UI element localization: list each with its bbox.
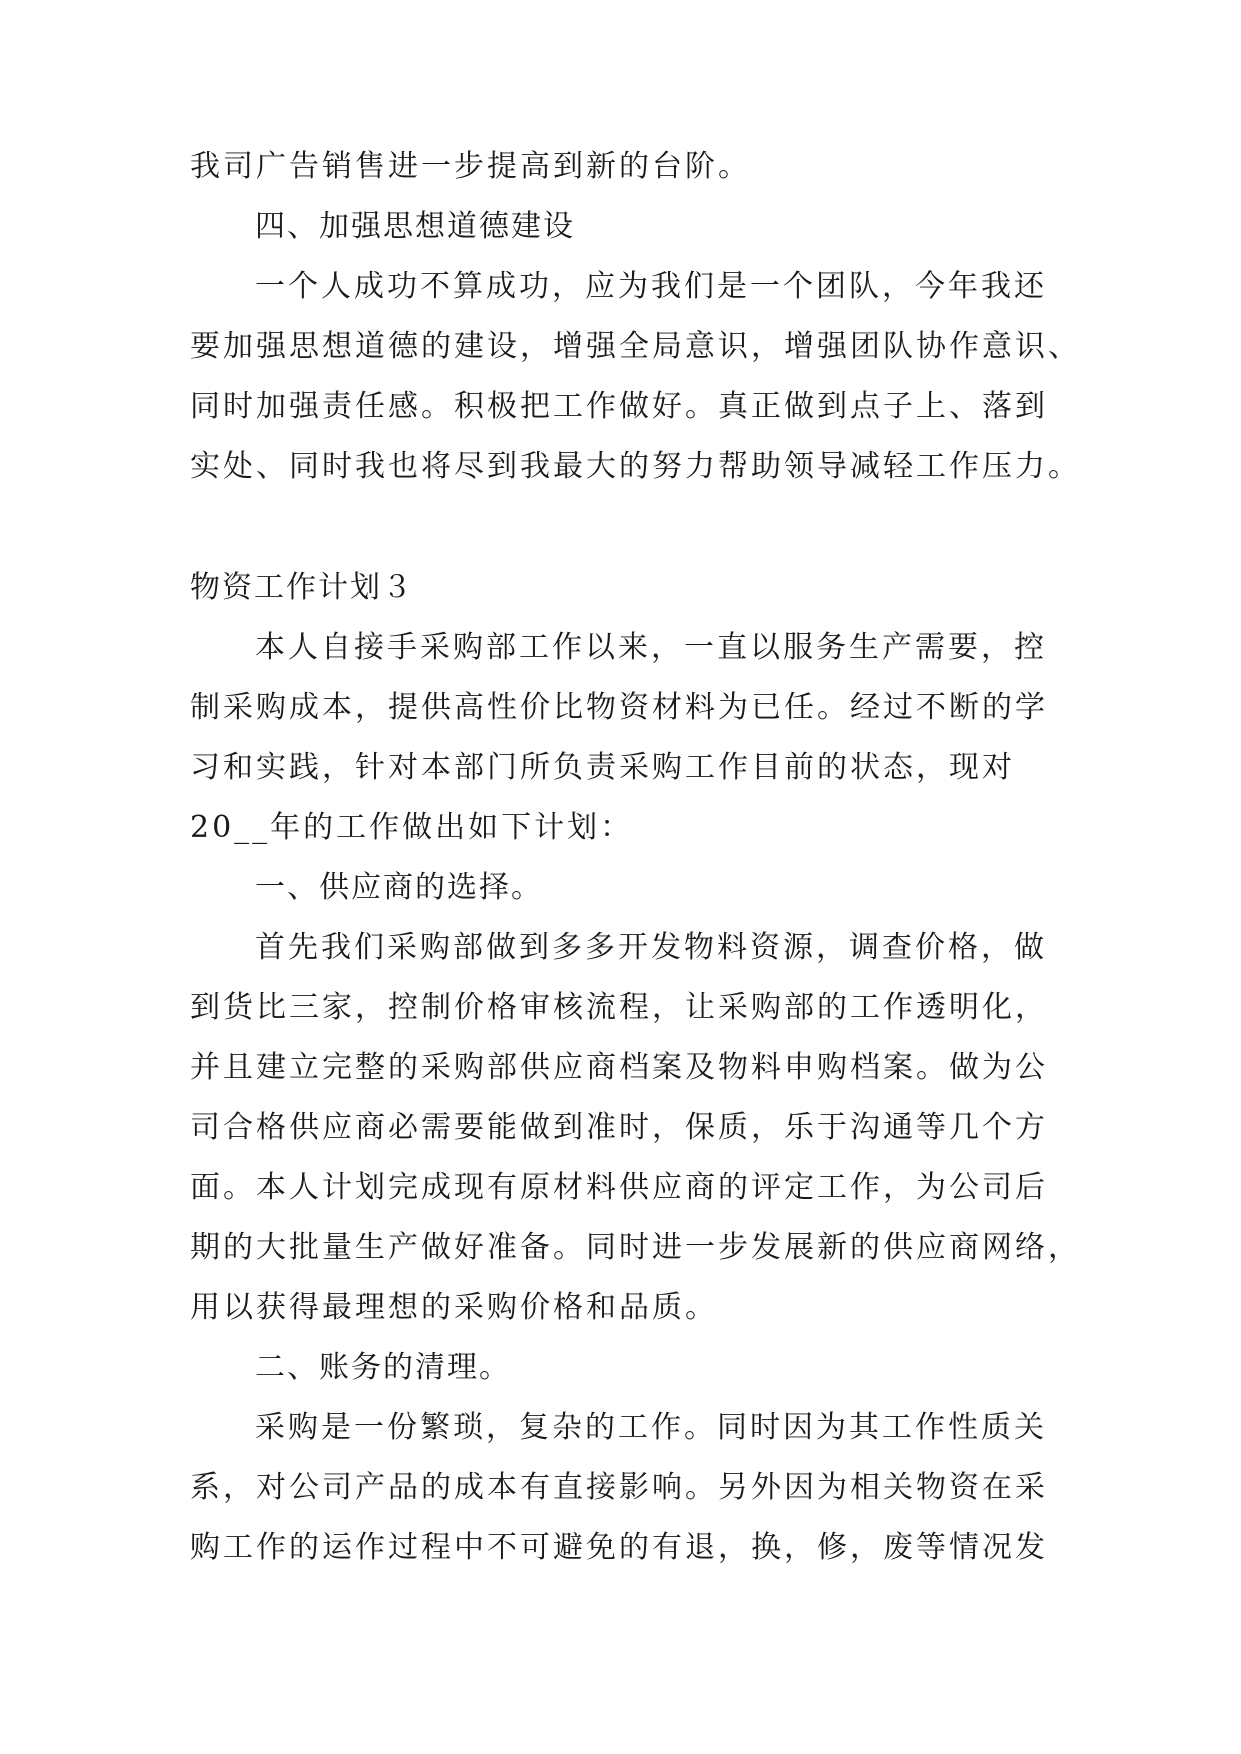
intro-line: 本人自接手采购部工作以来，一直以服务生产需要，控: [255, 630, 1047, 665]
paragraph-line: 首先我们采购部做到多多开发物料资源，调查价格，做: [255, 930, 1047, 965]
section-3: [190, 558, 1081, 1578]
paragraph-line: 购工作的运作过程中不可避免的有退，换，修，废等情况发: [190, 1530, 1048, 1565]
paragraph-line: 并且建立完整的采购部供应商档案及物料申购档案。做为公: [190, 1050, 1048, 1085]
paragraph-line: 采购是一份繁琐，复杂的工作。同时因为其工作性质关: [255, 1410, 1047, 1445]
intro-line: 习和实践，针对本部门所负责采购工作目前的状态，现对: [190, 750, 1015, 785]
paragraph-line: 司合格供应商必需要能做到准时，保质，乐于沟通等几个方: [190, 1110, 1048, 1145]
paragraph-line: 面。本人计划完成现有原材料供应商的评定工作，为公司后: [190, 1170, 1048, 1205]
subheading-1: 一、供应商的选择。: [255, 870, 543, 905]
previous-section: [190, 137, 1081, 497]
intro-line: 20__年的工作做出如下计划：: [190, 810, 634, 845]
section-title: 物资工作计划３: [190, 570, 414, 605]
continuation-line: 我司广告销售进一步提高到新的台阶。: [190, 149, 751, 184]
paragraph-line: 到货比三家，控制价格审核流程，让采购部的工作透明化，: [190, 990, 1048, 1025]
intro-line: 制采购成本，提供高性价比物资材料为已任。经过不断的学: [190, 690, 1048, 725]
paragraph-line: 实处、同时我也将尽到我最大的努力帮助领导减轻工作压力。: [190, 449, 1081, 484]
paragraph-line: 系，对公司产品的成本有直接影响。另外因为相关物资在采: [190, 1470, 1048, 1505]
paragraph-line: 同时加强责任感。积极把工作做好。真正做到点子上、落到: [190, 389, 1048, 424]
paragraph-line: 一个人成功不算成功，应为我们是一个团队，今年我还: [255, 269, 1047, 304]
paragraph-line: 要加强思想道德的建设，增强全局意识，增强团队协作意识、: [190, 329, 1081, 364]
paragraph-line: 用以获得最理想的采购价格和品质。: [190, 1290, 718, 1325]
paragraph-line: 期的大批量生产做好准备。同时进一步发展新的供应商网络，: [190, 1230, 1081, 1265]
section-heading-4: 四、加强思想道德建设: [255, 209, 575, 244]
subheading-2: 二、账务的清理。: [255, 1350, 511, 1385]
